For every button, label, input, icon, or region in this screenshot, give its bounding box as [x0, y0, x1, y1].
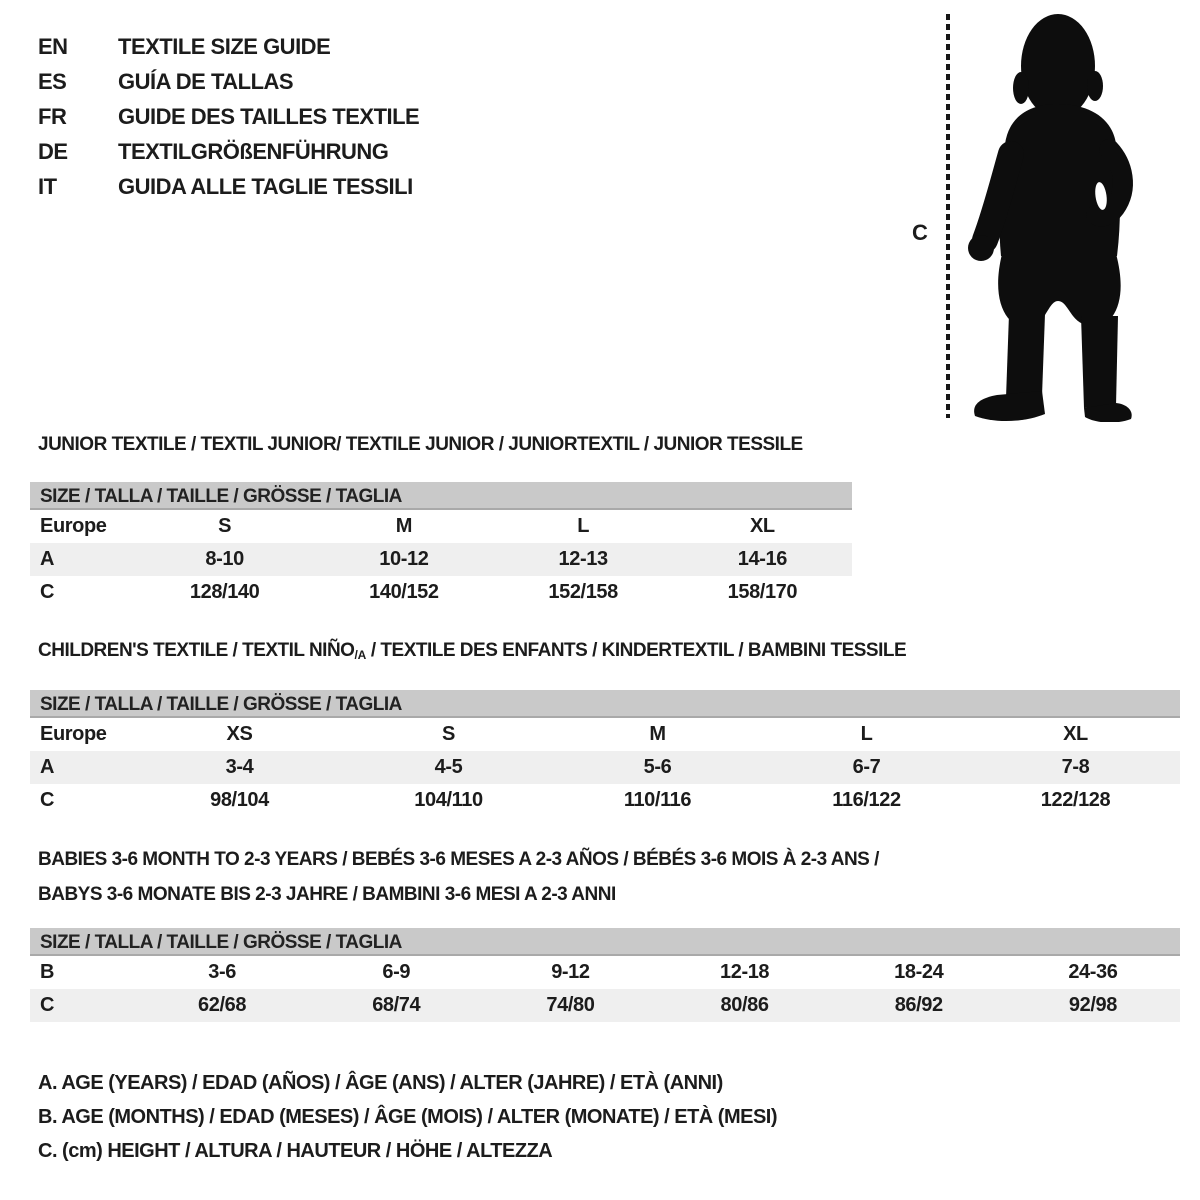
- legend-line-c: C. (cm) HEIGHT / ALTURA / HAUTEUR / HÖHE / ALTEZZA: [38, 1140, 553, 1162]
- language-row: [38, 104, 419, 130]
- table-size-header: SIZE / TALLA / TAILLE / GRÖSSE / TAGLIA: [30, 928, 1180, 956]
- row-label: C: [40, 581, 55, 603]
- table-cell: 4-5: [434, 756, 463, 778]
- table-cell: 12-18: [720, 961, 770, 983]
- table-cell: 104/110: [414, 789, 483, 811]
- babies-size-table: [30, 928, 1180, 1022]
- children-title-subscript: /A: [354, 648, 367, 662]
- language-label: TEXTILGRÖßENFÜHRUNG: [118, 139, 389, 164]
- table-row: [30, 784, 1180, 817]
- height-marker-label: C: [912, 220, 928, 245]
- table-cell: 98/104: [210, 789, 269, 811]
- table-cell: 128/140: [189, 581, 260, 603]
- language-code: ES: [38, 69, 67, 94]
- table-cell: 3-4: [225, 756, 254, 778]
- children-title-text: / TEXTILE DES ENFANTS / KINDERTEXTIL / BAMBINI TESSILE: [366, 640, 907, 661]
- table-cell: XL: [749, 515, 775, 537]
- children-size-table: [30, 690, 1180, 817]
- language-label: GUIDE DES TAILLES TEXTILE: [118, 104, 420, 129]
- table-row: [30, 510, 852, 543]
- table-size-header: SIZE / TALLA / TAILLE / GRÖSSE / TAGLIA: [30, 690, 1180, 718]
- table-cell: S: [218, 515, 232, 537]
- table-row: [30, 718, 1180, 751]
- table-cell: S: [442, 723, 455, 745]
- table-row: [30, 989, 1180, 1022]
- table-cell: 14-16: [737, 548, 787, 570]
- table-cell: 92/98: [1068, 994, 1117, 1016]
- table-cell: 140/152: [369, 581, 439, 603]
- table-cell: 6-7: [852, 756, 881, 778]
- table-cell: 6-9: [382, 961, 411, 983]
- language-code: FR: [38, 104, 67, 129]
- language-label: GUIDA ALLE TAGLIE TESSILI: [118, 174, 413, 199]
- row-label: C: [40, 789, 55, 811]
- table-row: [30, 956, 1180, 989]
- babies-section-title-line2: BABYS 3-6 MONATE BIS 2-3 JAHRE / BAMBINI 3-6 MESI A 2-3 ANNI: [38, 884, 616, 905]
- row-label: A: [40, 756, 55, 778]
- table-cell: 9-12: [551, 961, 590, 983]
- children-title-text: CHILDREN'S TEXTILE / TEXTIL NIÑO: [38, 640, 355, 661]
- junior-size-table: [30, 482, 852, 609]
- table-cell: 152/158: [548, 581, 618, 603]
- table-row: [30, 751, 1180, 784]
- table-cell: 68/74: [372, 994, 421, 1016]
- language-label: GUÍA DE TALLAS: [118, 69, 294, 94]
- language-code: DE: [38, 139, 68, 164]
- table-cell: 24-36: [1068, 961, 1118, 983]
- table-cell: 158/170: [727, 581, 798, 603]
- legend-line-a: A. AGE (YEARS) / EDAD (AÑOS) / ÂGE (ANS) / ALTER (JAHRE) / ETÀ (ANNI): [38, 1072, 723, 1094]
- table-cell: 12-13: [558, 548, 608, 570]
- table-cell: 5-6: [643, 756, 672, 778]
- table-cell: 110/116: [623, 789, 692, 811]
- table-cell: XL: [1063, 723, 1088, 745]
- row-label: A: [40, 548, 55, 570]
- table-cell: 10-12: [379, 548, 429, 570]
- table-cell: 62/68: [198, 994, 247, 1016]
- table-cell: 122/128: [1040, 789, 1111, 811]
- table-cell: XS: [226, 723, 253, 745]
- language-row: [38, 174, 413, 200]
- table-cell: M: [649, 723, 666, 745]
- table-cell: 18-24: [894, 961, 944, 983]
- toddler-silhouette-image: [945, 4, 1175, 422]
- babies-section-title-line1: BABIES 3-6 MONTH TO 2-3 YEARS / BEBÉS 3-6 MESES A 2-3 AÑOS / BÉBÉS 3-6 MOIS À 2-3 ANS /: [38, 849, 879, 870]
- row-label: Europe: [40, 515, 107, 537]
- table-cell: 8-10: [205, 548, 244, 570]
- row-label: B: [40, 961, 55, 983]
- language-row: [38, 139, 388, 165]
- row-label: Europe: [40, 723, 107, 745]
- table-cell: M: [395, 515, 412, 537]
- language-code: EN: [38, 34, 68, 59]
- legend-line-b: B. AGE (MONTHS) / EDAD (MESES) / ÂGE (MOIS) / ALTER (MONATE) / ETÀ (MESI): [38, 1106, 778, 1128]
- language-code: IT: [38, 174, 57, 199]
- table-cell: 74/80: [546, 994, 595, 1016]
- table-cell: 86/92: [894, 994, 943, 1016]
- table-cell: 80/86: [720, 994, 769, 1016]
- language-row: [38, 34, 330, 60]
- table-cell: 7-8: [1061, 756, 1090, 778]
- table-row: [30, 543, 852, 576]
- table-cell: L: [860, 723, 873, 745]
- table-row: [30, 576, 852, 609]
- language-row: [38, 69, 293, 95]
- table-cell: L: [577, 515, 590, 537]
- junior-section-title: JUNIOR TEXTILE / TEXTIL JUNIOR/ TEXTILE JUNIOR / JUNIORTEXTIL / JUNIOR TESSILE: [38, 434, 803, 455]
- table-cell: 3-6: [208, 961, 236, 983]
- children-section-title: [38, 639, 906, 667]
- table-cell: 116/122: [832, 789, 901, 811]
- language-label: TEXTILE SIZE GUIDE: [118, 34, 331, 59]
- table-size-header: SIZE / TALLA / TAILLE / GRÖSSE / TAGLIA: [30, 482, 852, 510]
- row-label: C: [40, 994, 55, 1016]
